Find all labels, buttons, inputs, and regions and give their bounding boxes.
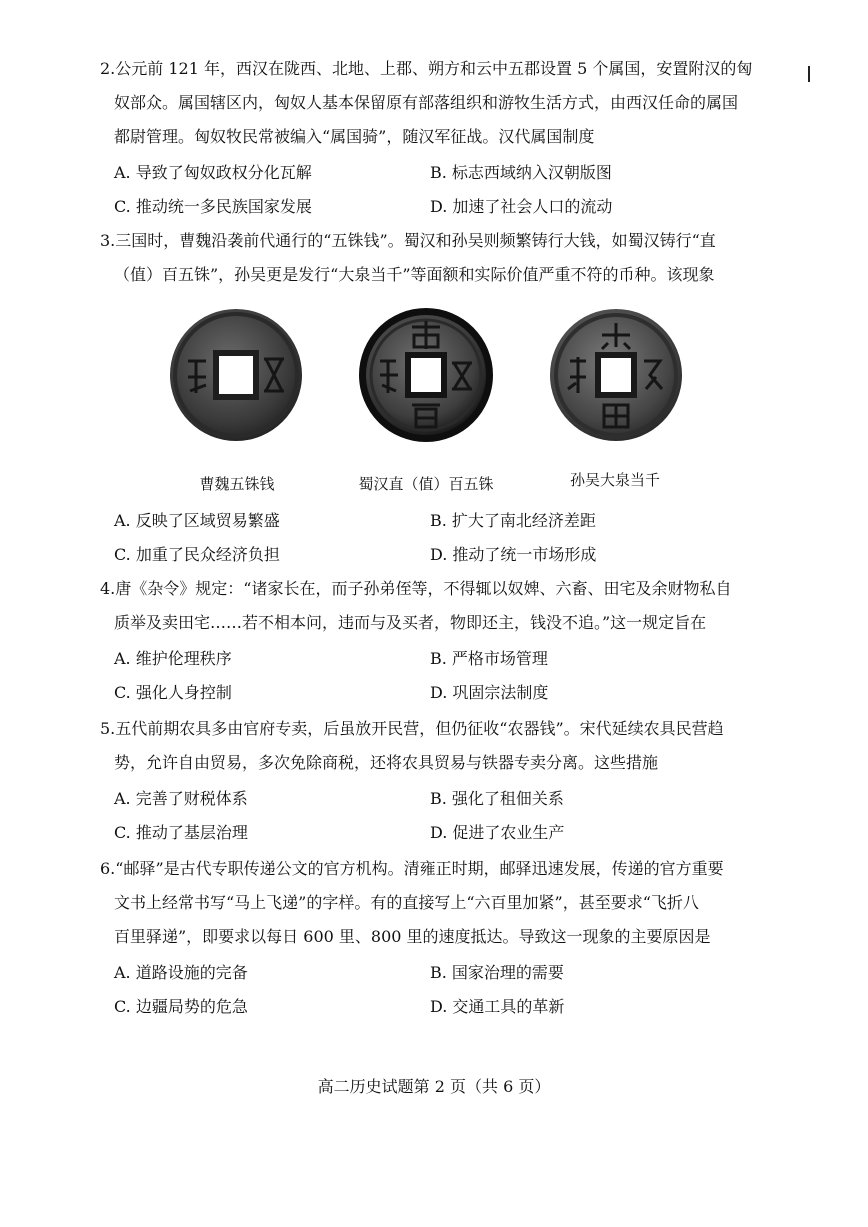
question-4 [100, 572, 780, 640]
q3-option-b[interactable]: B. 扩大了南北经济差距 [430, 511, 596, 530]
question-4-line-1: 4.唐《杂令》规定：“诸家长在，而子孙弟侄等，不得辄以奴婢、六畜、田宅及余财物私自 [100, 579, 732, 598]
q2-option-d[interactable]: D. 加速了社会人口的流动 [430, 197, 613, 216]
q4-option-d[interactable]: D. 巩固宗法制度 [430, 683, 549, 702]
question-4-line-2: 质举及卖田宅……若不相本问，违而与及买者，物即还主，钱没不追。”这一规定旨在 [114, 613, 707, 632]
question-4-options [114, 642, 774, 710]
q3-option-c[interactable]: C. 加重了民众经济负担 [114, 545, 280, 564]
question-2-options [114, 156, 774, 224]
question-3-line-2: （值）百五铢”，孙吴更是发行“大泉当千”等面额和实际价值严重不符的币种。该现象 [114, 265, 715, 284]
q2-option-c[interactable]: C. 推动统一多民族国家发展 [114, 197, 312, 216]
q5-option-b[interactable]: B. 强化了租佃关系 [430, 789, 564, 808]
q3-option-a[interactable]: A. 反映了区域贸易繁盛 [114, 511, 280, 530]
question-2-line-3: 都尉管理。匈奴牧民常被编入“属国骑”，随汉军征战。汉代属国制度 [114, 127, 595, 146]
q2-option-b[interactable]: B. 标志西域纳入汉朝版图 [430, 163, 612, 182]
caowei-wuzhu-coin-image [166, 305, 306, 445]
question-2-line-1: 2.公元前 121 年，西汉在陇西、北地、上郡、朔方和云中五郡设置 5 个属国，安置附汉的匈 [100, 59, 753, 78]
question-3-line-1: 3.三国时，曹魏沿袭前代通行的“五铢钱”。蜀汉和孙吴则频繁铸行大钱，如蜀汉铸行“直 [100, 231, 716, 250]
question-5-options [114, 782, 774, 850]
sunwu-daquan-dangqian-coin-image [546, 305, 686, 445]
question-3 [100, 224, 780, 292]
margin-mark [808, 66, 810, 82]
coin-caption-shuhan: 蜀汉直（值）百五铢 [358, 475, 494, 493]
question-5-line-1: 5.五代前期农具多由官府专卖，后虽放开民营，但仍征收“农器钱”。宋代延续农具民营趋 [100, 719, 724, 738]
q5-option-d[interactable]: D. 促进了农业生产 [430, 823, 565, 842]
q5-option-c[interactable]: C. 推动了基层治理 [114, 823, 248, 842]
question-6-line-3: 百里驿递”，即要求以每日 600 里、800 里的速度抵达。导致这一现象的主要原因是 [114, 927, 711, 946]
question-2 [100, 52, 780, 154]
question-6-line-2: 文书上经常书写“马上飞递”的字样。有的直接写上“六百里加紧”，甚至要求“飞折八 [114, 893, 699, 912]
question-6-options [114, 956, 774, 1024]
q3-option-d[interactable]: D. 推动了统一市场形成 [430, 545, 597, 564]
q4-option-a[interactable]: A. 维护伦理秩序 [114, 649, 232, 668]
question-2-line-2: 奴部众。属国辖区内，匈奴人基本保留原有部落组织和游牧生活方式，由西汉任命的属国 [114, 93, 739, 112]
page-footer: 高二历史试题第 2 页（共 6 页） [317, 1077, 551, 1096]
q5-option-a[interactable]: A. 完善了财税体系 [114, 789, 248, 808]
coin-caption-caowei: 曹魏五铢钱 [199, 475, 275, 493]
q6-option-c[interactable]: C. 边疆局势的危急 [114, 997, 248, 1016]
question-5 [100, 712, 780, 780]
coin-figures [166, 305, 686, 505]
question-6-line-1: 6.“邮驿”是古代专职传递公文的官方机构。清雍正时期，邮驿迅速发展，传递的官方重要 [100, 859, 724, 878]
q2-option-a[interactable]: A. 导致了匈奴政权分化瓦解 [114, 163, 312, 182]
coin-caption-sunwu: 孙吴大泉当千 [569, 471, 660, 489]
question-5-line-2: 势，允许自由贸易，多次免除商税，还将农具贸易与铁器专卖分离。这些措施 [114, 753, 659, 772]
question-3-options [114, 504, 774, 572]
question-6 [100, 852, 780, 954]
shuhan-zhibai-wuzhu-coin-image [356, 305, 496, 445]
q6-option-b[interactable]: B. 国家治理的需要 [430, 963, 564, 982]
q6-option-d[interactable]: D. 交通工具的革新 [430, 997, 565, 1016]
q6-option-a[interactable]: A. 道路设施的完备 [114, 963, 248, 982]
q4-option-c[interactable]: C. 强化人身控制 [114, 683, 232, 702]
q4-option-b[interactable]: B. 严格市场管理 [430, 649, 548, 668]
